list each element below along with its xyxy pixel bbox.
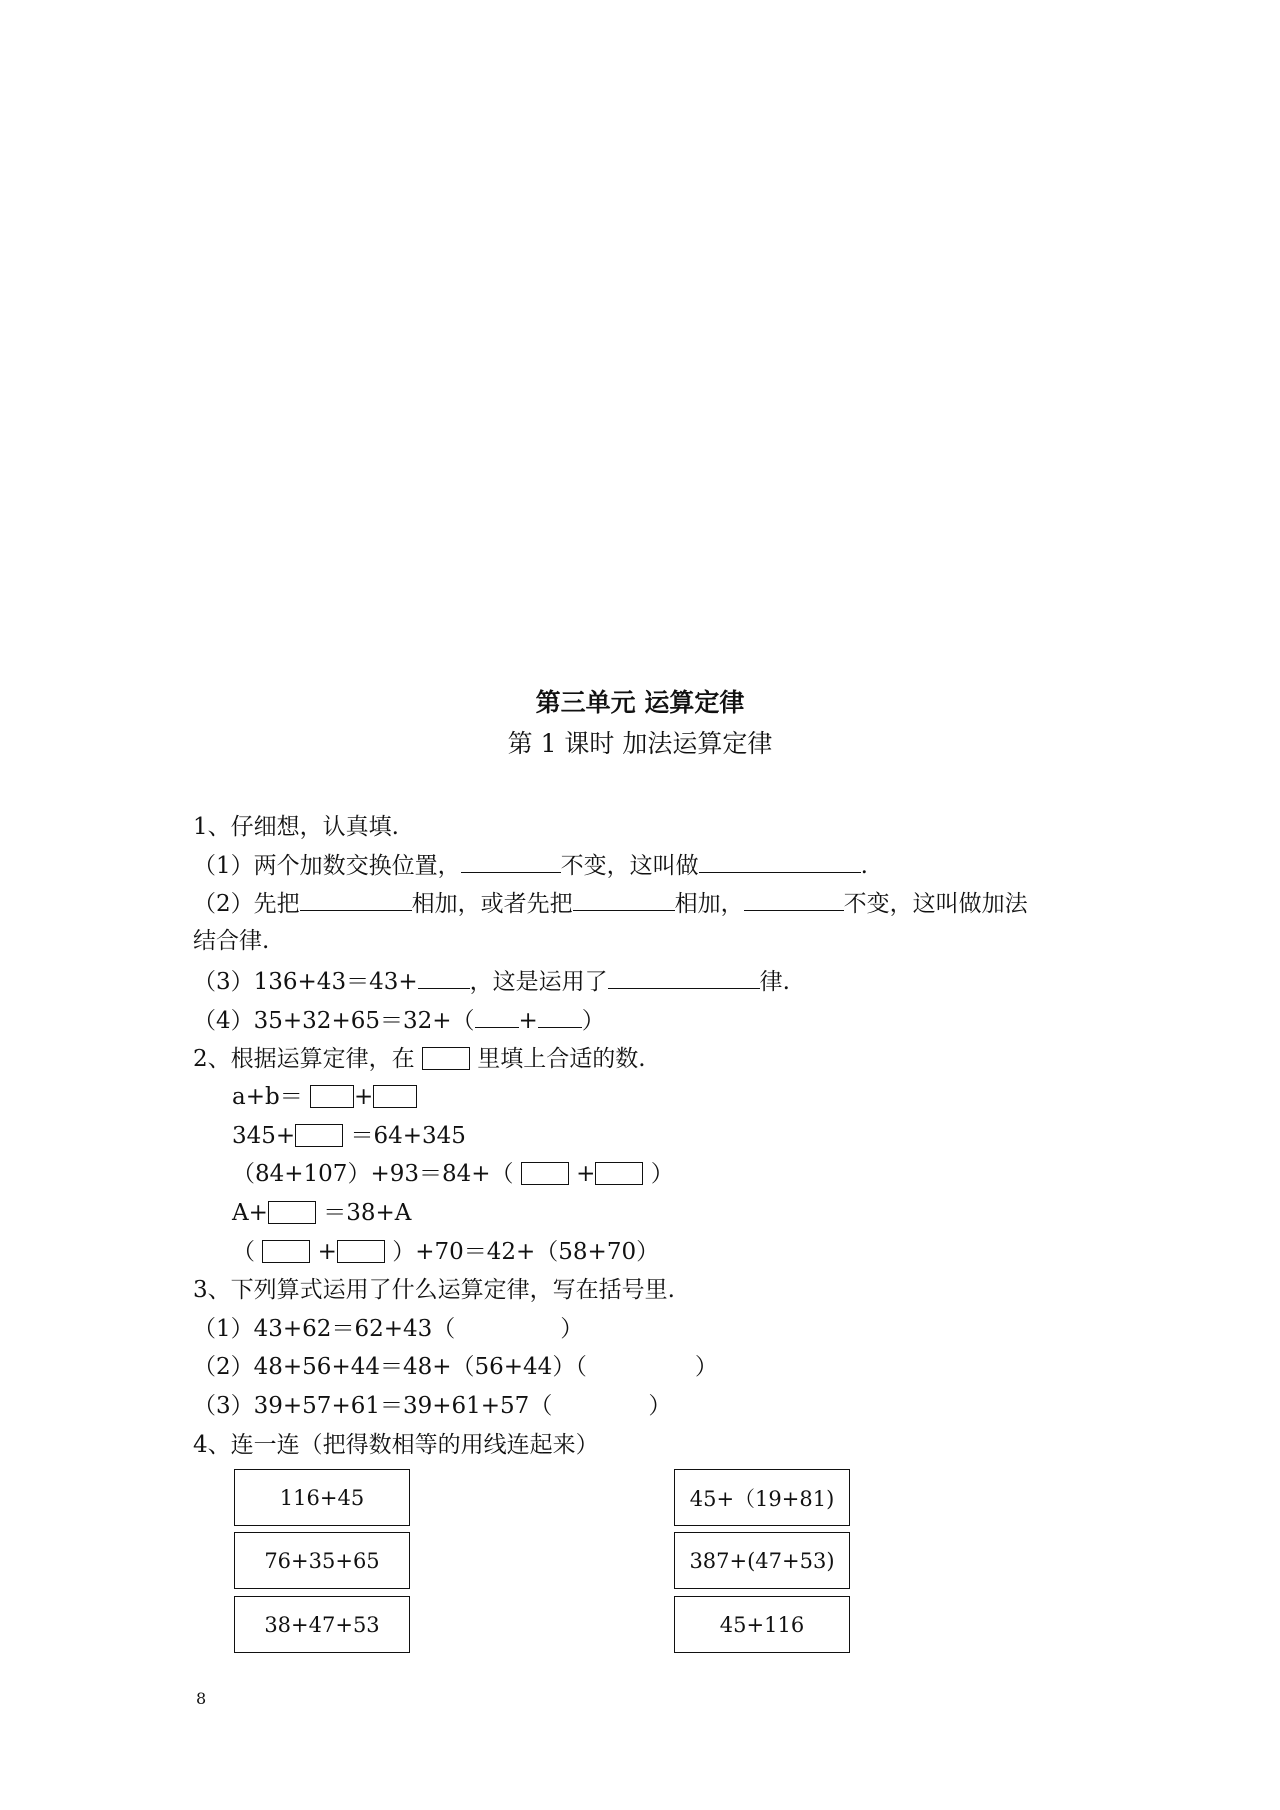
q1-part3-text-a: （3）136+43＝43+ xyxy=(193,969,418,995)
answer-box[interactable] xyxy=(521,1162,569,1185)
q1-part2-text-c: 相加， xyxy=(674,891,744,917)
q1-part4-text-b: + xyxy=(518,1008,538,1034)
q3-item2 xyxy=(193,1352,718,1382)
page-number: 8 xyxy=(196,1689,207,1708)
q1-part2-text-b: 相加，或者先把 xyxy=(411,891,573,917)
match-left-item[interactable] xyxy=(234,1532,410,1589)
answer-blank[interactable] xyxy=(744,888,844,911)
answer-box-example xyxy=(422,1047,470,1070)
q1-title: 1、仔细想，认真填. xyxy=(193,814,399,840)
q2-row5-text-c: ）+70＝42+（58+70） xyxy=(392,1239,660,1265)
answer-blank[interactable] xyxy=(538,1005,582,1028)
q1-part1-text-a: （1）两个加数交换位置， xyxy=(193,853,461,879)
q2-row2 xyxy=(232,1121,466,1151)
answer-box[interactable] xyxy=(337,1240,385,1263)
q1-part2 xyxy=(193,888,1028,919)
q1-part1-text-b: 不变，这叫做 xyxy=(560,853,699,879)
q2-row3 xyxy=(232,1159,674,1189)
q2-row3-text-b: + xyxy=(576,1161,596,1187)
q2-row2-text-a: 345+ xyxy=(232,1123,296,1149)
q2-row4 xyxy=(232,1198,411,1228)
q2-row1-text-b: + xyxy=(354,1084,374,1110)
q1-part1-text-c: . xyxy=(860,853,868,879)
q3-item3-text-a: （3）39+57+61＝39+61+57（ xyxy=(193,1393,553,1419)
match-right-item[interactable] xyxy=(674,1596,850,1653)
q1-part2-text-d: 不变，这叫做加法 xyxy=(843,891,1028,917)
q3-item3-text-b: ） xyxy=(648,1393,672,1419)
q1-part4-text-a: （4）35+32+65＝32+（ xyxy=(193,1008,475,1034)
q1-part3-text-b: ，这是运用了 xyxy=(469,969,608,995)
q2-title-text-b: 里填上合适的数. xyxy=(477,1046,646,1072)
match-left-text: 76+35+65 xyxy=(264,1548,380,1573)
answer-blank[interactable] xyxy=(300,888,412,911)
answer-blank[interactable] xyxy=(699,850,861,873)
answer-blank[interactable] xyxy=(608,966,760,989)
q2-row5-text-b: + xyxy=(317,1239,337,1265)
q1-part3-text-c: 律. xyxy=(759,969,790,995)
q3-item2-text-b: ） xyxy=(694,1354,718,1380)
match-left-text: 38+47+53 xyxy=(264,1612,380,1637)
answer-blank[interactable] xyxy=(573,888,675,911)
match-right-text: 387+(47+53) xyxy=(689,1548,835,1573)
answer-box[interactable] xyxy=(268,1201,316,1224)
unit-title: 第三单元 运算定律 xyxy=(535,688,745,717)
q3-item1-text-b: ） xyxy=(560,1316,584,1342)
answer-box[interactable] xyxy=(595,1162,643,1185)
q1-part4-text-c: ） xyxy=(581,1008,605,1034)
answer-box[interactable] xyxy=(262,1240,310,1263)
answer-blank[interactable] xyxy=(418,966,470,989)
q3-item3 xyxy=(193,1391,671,1421)
match-left-item[interactable] xyxy=(234,1469,410,1526)
q2-row5 xyxy=(232,1237,659,1267)
match-right-text: 45+116 xyxy=(719,1612,805,1637)
answer-box[interactable] xyxy=(310,1085,354,1108)
lesson-title: 第 1 课时 加法运算定律 xyxy=(507,729,773,758)
answer-box[interactable] xyxy=(373,1085,417,1108)
q1-part2-continued: 结合律. xyxy=(193,928,270,954)
q3-title: 3、下列算式运用了什么运算定律，写在括号里. xyxy=(193,1277,675,1303)
q2-row3-text-a: （84+107）+93＝84+（ xyxy=(232,1161,514,1187)
q1-part1 xyxy=(193,850,868,881)
match-right-item[interactable] xyxy=(674,1532,850,1589)
q3-item1-text-a: （1）43+62＝62+43（ xyxy=(193,1316,456,1342)
q3-item1 xyxy=(193,1314,583,1344)
q1-part3 xyxy=(193,966,790,997)
q2-row2-text-b: ＝64+345 xyxy=(350,1123,466,1149)
q4-title: 4、连一连（把得数相等的用线连起来） xyxy=(193,1432,599,1458)
answer-blank[interactable] xyxy=(475,1005,519,1028)
answer-blank[interactable] xyxy=(461,850,561,873)
q2-row4-text-b: ＝38+A xyxy=(323,1200,412,1226)
q2-title xyxy=(193,1044,646,1074)
q3-item2-text-a: （2）48+56+44＝48+（56+44）（ xyxy=(193,1354,587,1380)
q1-part4 xyxy=(193,1005,605,1036)
q2-row1 xyxy=(232,1082,417,1112)
q2-row5-text-a: （ xyxy=(232,1239,255,1265)
match-right-text: 45+（19+81) xyxy=(689,1486,835,1511)
q1-part2-text-a: （2）先把 xyxy=(193,891,300,917)
q2-title-text-a: 2、根据运算定律，在 xyxy=(193,1046,415,1072)
q2-row4-text-a: A+ xyxy=(232,1200,268,1226)
q2-row3-text-c: ） xyxy=(650,1161,674,1187)
match-right-item[interactable] xyxy=(674,1469,850,1526)
answer-box[interactable] xyxy=(295,1124,343,1147)
match-left-item[interactable] xyxy=(234,1596,410,1653)
match-left-text: 116+45 xyxy=(279,1485,365,1510)
q2-row1-text-a: a+b＝ xyxy=(232,1084,303,1110)
